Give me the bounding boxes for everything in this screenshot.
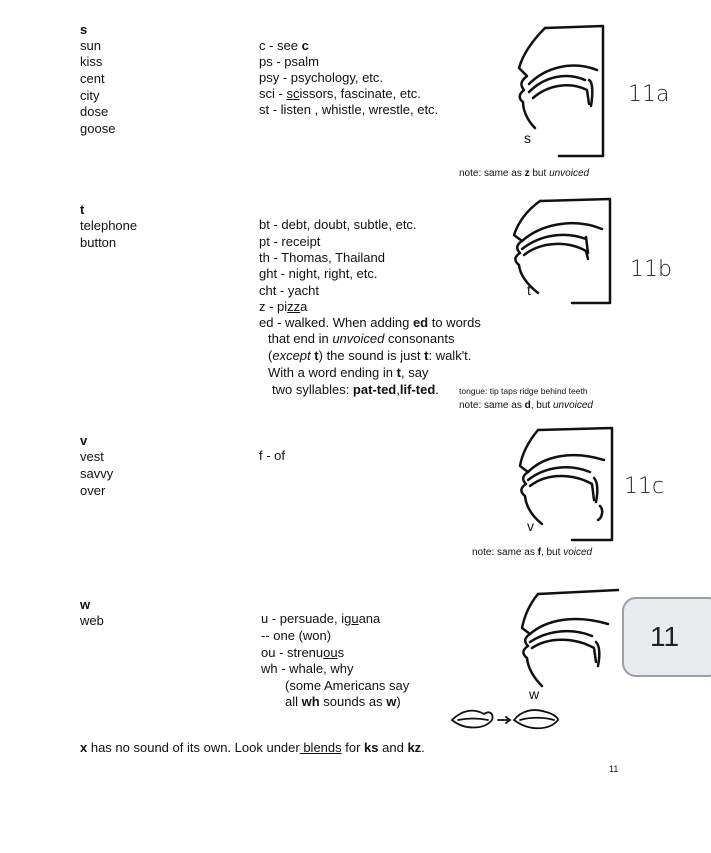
spelling-ght: ght - night, right, etc. <box>259 266 378 281</box>
diagram-label-11a: 11a <box>628 82 670 107</box>
spelling-c: c - see c <box>259 38 309 53</box>
tongue-note-t: tongue: tip taps ridge behind teeth <box>459 386 588 396</box>
word-sun: sun <box>80 38 101 53</box>
spelling-ps: ps - psalm <box>259 54 319 69</box>
note-v: note: same as f, but voiced <box>472 547 593 558</box>
note-t: note: same as d, but unvoiced <box>459 400 593 411</box>
page-number: 11 <box>609 764 619 774</box>
section-w-heading: w <box>80 597 91 612</box>
spelling-ed-line3: (except t) the sound is just t: walk't. <box>268 348 472 363</box>
word-goose: goose <box>80 121 116 136</box>
word-over: over <box>80 483 106 498</box>
spelling-u: u - persuade, iguana <box>261 611 381 626</box>
page-indicator-label: 11 <box>650 621 680 652</box>
diagram-symbol-t: t <box>527 282 531 298</box>
spelling-wh-note2: all wh sounds as w) <box>285 694 401 709</box>
diagram-symbol-w: w <box>529 686 540 702</box>
word-vest: vest <box>80 449 104 464</box>
footer-note: x has no sound of its own. Look under blends for ks and kz. <box>80 740 425 755</box>
spelling-one: -- one (won) <box>261 628 332 643</box>
spelling-st: st - listen , whistle, wrestle, etc. <box>259 102 439 117</box>
word-savvy: savvy <box>80 466 114 481</box>
spelling-wh-note1: (some Americans say <box>285 678 410 693</box>
word-city: city <box>80 88 100 103</box>
word-web: web <box>80 613 104 628</box>
diagram-label-11b: 11b <box>630 257 672 282</box>
spelling-sci: sci - scissors, fascinate, etc. <box>259 86 421 101</box>
diagram-symbol-s: s <box>524 130 531 146</box>
spelling-psy: psy - psychology, etc. <box>259 70 384 85</box>
spelling-wh: wh - whale, why <box>261 661 354 676</box>
spelling-cht: cht - yacht <box>259 283 319 298</box>
diagram-label-11c: 11c <box>624 474 665 499</box>
section-t-heading: t <box>80 202 85 217</box>
spelling-pt: pt - receipt <box>259 234 321 249</box>
spelling-bt: bt - debt, doubt, subtle, etc. <box>259 217 417 232</box>
word-telephone: telephone <box>80 218 138 233</box>
mouth-diagram-s <box>505 20 615 160</box>
lips-diagram <box>450 706 560 734</box>
note-s: note: same as z but unvoiced <box>459 168 590 179</box>
word-kiss: kiss <box>80 54 103 69</box>
word-button: button <box>80 235 117 250</box>
page-indicator-button[interactable] <box>622 597 711 677</box>
section-v-heading: v <box>80 433 88 448</box>
mouth-diagram-t <box>502 195 617 307</box>
spelling-ed-line2: that end in unvoiced consonants <box>268 331 455 346</box>
spelling-f: f - of <box>259 448 286 463</box>
diagram-symbol-v: v <box>527 518 534 534</box>
spelling-ed-line4: With a word ending in t, say <box>268 365 429 380</box>
section-s-heading: s <box>80 22 88 37</box>
spelling-z: z - pizza <box>259 299 308 314</box>
word-dose: dose <box>80 104 109 119</box>
spelling-ed: ed - walked. When adding ed to words <box>259 315 481 330</box>
spelling-ed-line5: two syllables: pat-ted,lif-ted. <box>272 382 439 397</box>
word-cent: cent <box>80 71 105 86</box>
spelling-th: th - Thomas, Thailand <box>259 250 385 265</box>
spelling-ou: ou - strenuous <box>261 645 345 660</box>
